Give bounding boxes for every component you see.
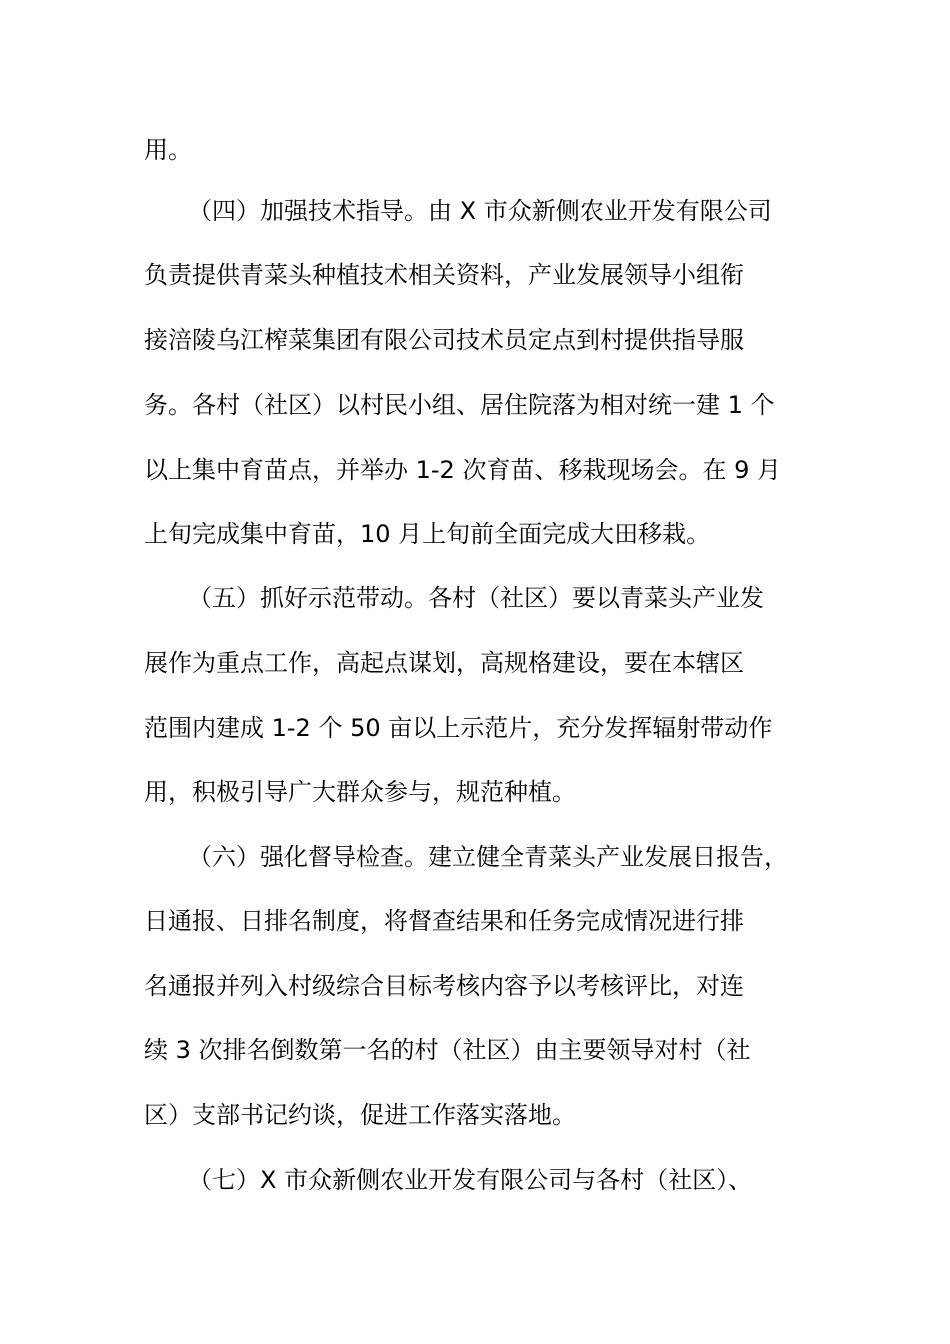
paragraph-4-heading-line: （四）加强技术指导。由 X 市众新侧农业开发有限公司 <box>188 197 772 225</box>
text-line: 区）支部书记约谈，促进工作落实落地。 <box>144 1101 576 1129</box>
text-line: 续 3 次排名倒数第一名的村（社区）由主要领导对村（社 <box>144 1036 751 1064</box>
text-line: 务。各村（社区）以村民小组、居住院落为相对统一建 1 个 <box>144 391 775 419</box>
text-line: 负责提供青菜头种植技术相关资料，产业发展领导小组衔 <box>144 261 744 289</box>
text-line: 范围内建成 1-2 个 50 亩以上示范片，充分发挥辐射带动作 <box>144 714 773 742</box>
text-line: 上旬完成集中育苗，10 月上旬前全面完成大田移栽。 <box>144 520 711 548</box>
paragraph-5-heading-line: （五）抓好示范带动。各村（社区）要以青菜头产业发 <box>188 584 764 612</box>
text-line: 名通报并列入村级综合目标考核内容予以考核评比，对连 <box>144 972 744 1000</box>
text-line: 用，积极引导广大群众参与，规范种植。 <box>144 778 576 806</box>
paragraph-6-heading-line: （六）强化督导检查。建立健全青菜头产业发展日报告， <box>188 843 788 871</box>
text-line: 展作为重点工作，高起点谋划，高规格建设，要在本辖区 <box>144 649 744 677</box>
text-line: 以上集中育苗点，并举办 1-2 次育苗、移栽现场会。在 9 月 <box>144 456 781 484</box>
text-line: 接涪陵乌江榨菜集团有限公司技术员定点到村提供指导服 <box>144 326 744 354</box>
text-line: 日通报、日排名制度，将督查结果和任务完成情况进行排 <box>144 907 744 935</box>
text-line: 用。 <box>144 136 192 164</box>
paragraph-7-heading-line: （七）X 市众新侧农业开发有限公司与各村（社区）、 <box>188 1166 753 1194</box>
